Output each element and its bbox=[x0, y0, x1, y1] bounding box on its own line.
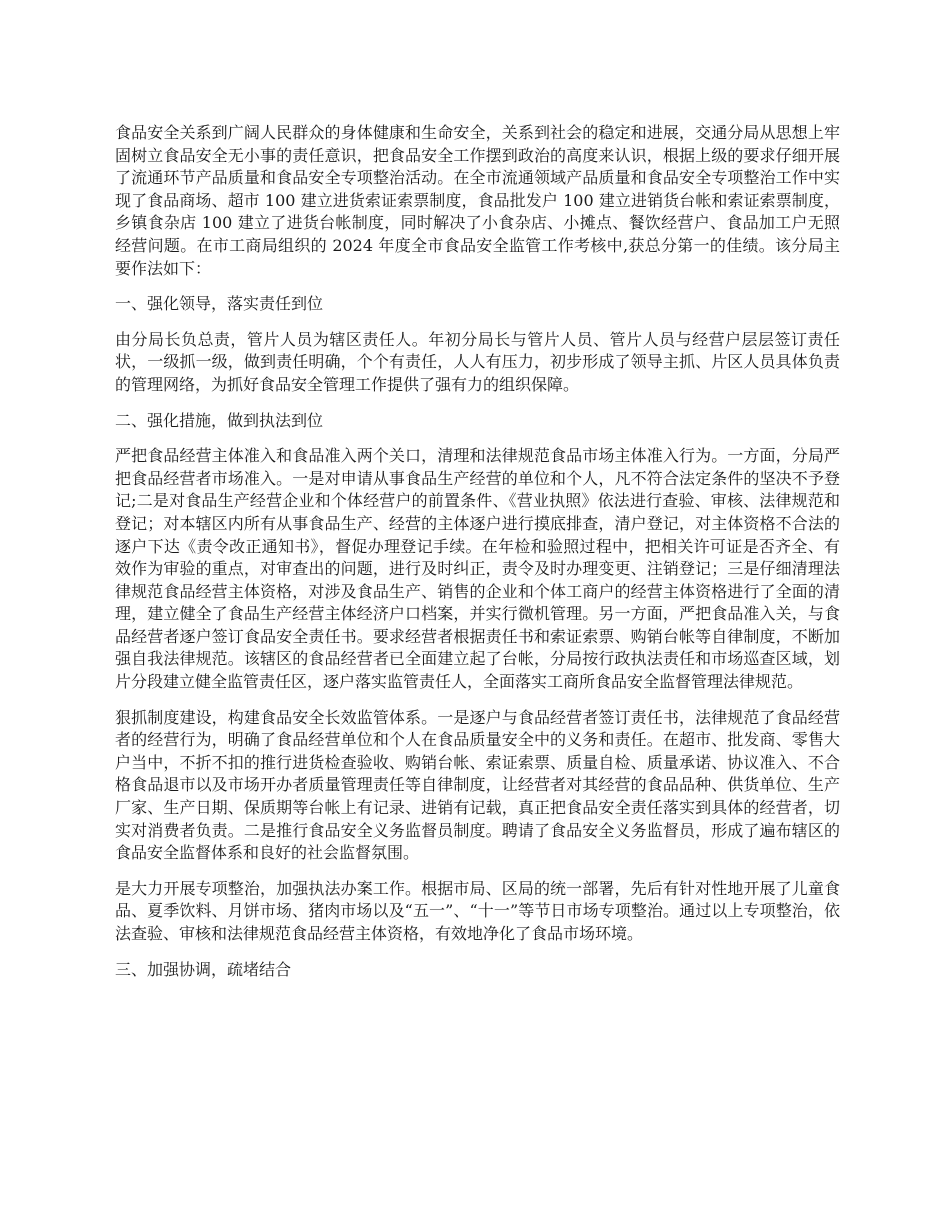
section-1-paragraph: 由分局长负总责，管片人员为辖区责任人。年初分局长与管片人员、管片人员与经营户层层签订责任状，一级抓一级，做到责任明确，个个有责任，人人有压力，初步形成了领导主抓、片区人员具体负责的管理网络，为抓好食品安全管理工作提供了强有力的组织保障。 bbox=[115, 329, 840, 394]
document-body bbox=[115, 122, 840, 994]
section-2-paragraph-1: 严把食品经营主体准入和食品准入两个关口，清理和法律规范食品市场主体准入行为。一方面，分局严把食品经营者市场准入。一是对申请从事食品生产经营的单位和个人，凡不符合法定条件的坚决不予登记;二是对食品生产经营企业和个体经营户的前置条件、《营业执照》依法进行查验、审核、法律规范和登记；对本辖区内所有从事食品生产、经营的主体逐户进行摸底排查，清户登记，对主体资格不合法的逐户下达《责令改正通知书》，督促办理登记手续。在年检和验照过程中，把相关许可证是否齐全、有效作为审验的重点，对审查出的问题，进行及时纠正，责令及时办理变更、注销登记；三是仔细清理法律规范食品经营主体资格，对涉及食品生产、销售的企业和个体工商户的经营主体资格进行了全面的清理，建立健全了食品生产经营主体经济户口档案，并实行微机管理。另一方面，严把食品准入关，与食品经营者逐户签订食品安全责任书。要求经营者根据责任书和索证索票、购销台帐等自律制度，不断加强自我法律规范。该辖区的食品经营者已全面建立起了台帐，分局按行政执法责任和市场巡查区域，划片分段建立健全监管责任区，逐户落实监管责任人，全面落实工商所食品安全监督管理法律规范。 bbox=[115, 446, 840, 692]
section-heading-2: 二、强化措施，做到执法到位 bbox=[115, 410, 324, 430]
section-2-paragraph-3: 是大力开展专项整治，加强执法办案工作。根据市局、区局的统一部署，先后有针对性地开展了儿童食品、夏季饮料、月饼市场、猪肉市场以及“五一”、“十一”等节日市场专项整治。通过以上专项整治，依法查验、审核和法律规范食品经营主体资格，有效地净化了食品市场环境。 bbox=[115, 878, 840, 943]
section-2-paragraph-2: 狠抓制度建设，构建食品安全长效监管体系。一是逐户与食品经营者签订责任书，法律规范了食品经营者的经营行为，明确了食品经营单位和个人在食品质量安全中的义务和责任。在超市、批发商、零售大户当中，不折不扣的推行进货检查验收、购销台帐、索证索票、质量自检、质量承诺、协议准入、不合格食品退市以及市场开办者质量管理责任等自律制度，让经营者对其经营的食品品种、供货单位、生产厂家、生产日期、保质期等台帐上有记录、进销有记载，真正把食品安全责任落实到具体的经营者，切实对消费者负责。二是推行食品安全义务监督员制度。聘请了食品安全义务监督员，形成了遍布辖区的食品安全监督体系和良好的社会监督氛围。 bbox=[115, 707, 840, 863]
section-heading-3: 三、加强协调，疏堵结合 bbox=[115, 959, 292, 979]
section-heading-1: 一、强化领导，落实责任到位 bbox=[115, 294, 324, 314]
intro-paragraph: 食品安全关系到广阔人民群众的身体健康和生命安全，关系到社会的稳定和进展，交通分局从思想上牢固树立食品安全无小事的责任意识，把食品安全工作摆到政治的高度来认识，根据上级的要求仔细开展了流通环节产品质量和食品安全专项整治活动。在全市流通领域产品质量和食品安全专项整治工作中实现了食品商场、超市 100 建立进货索证索票制度，食品批发户 100 建立进销货台帐和索证索票制度，乡镇食杂店 100 建立了进货台帐制度，同时解决了小食杂店、小摊点、餐饮经营户、食品加工户无照经营问题。在市工商局组织的 2024 年度全市食品安全监管工作考核中,获总分第一的佳绩。该分局主要作法如下： bbox=[115, 123, 840, 278]
